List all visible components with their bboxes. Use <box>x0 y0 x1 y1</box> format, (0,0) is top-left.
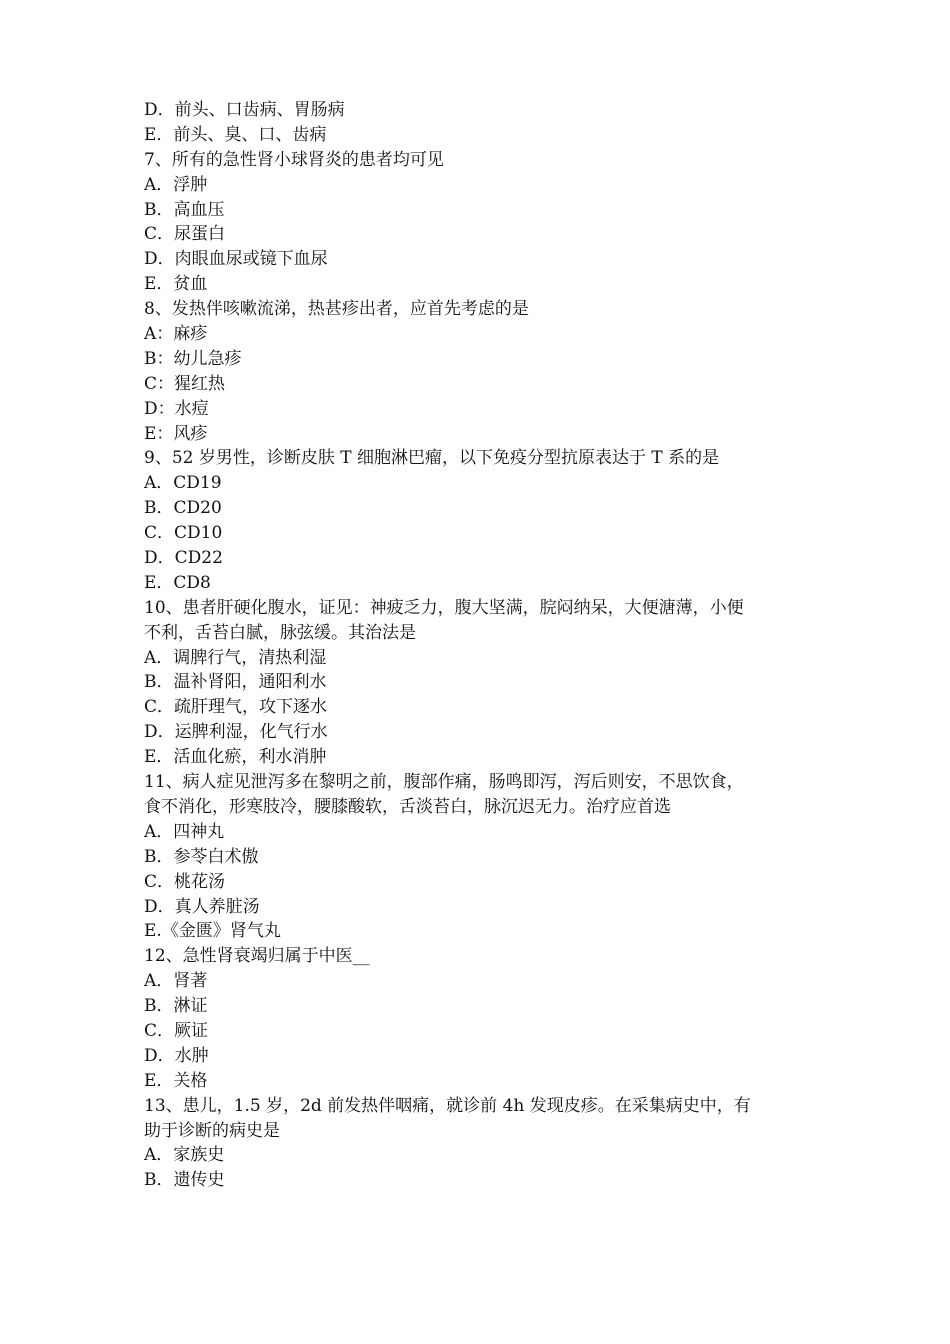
option-10c: C．疏肝理气，攻下逐水 <box>144 697 328 718</box>
option-11e: E.《金匮》肾气丸 <box>144 921 281 942</box>
option-7b: B．高血压 <box>144 199 225 220</box>
question-11-cont: 食不消化，形寒肢冷，腰膝酸软，舌淡苔白，脉沉迟无力。治疗应首选 <box>144 796 671 817</box>
question-13-cont: 助于诊断的病史是 <box>144 1120 280 1141</box>
option-8e: E：风疹 <box>144 423 208 444</box>
option-9c: C．CD10 <box>144 523 223 544</box>
question-8: 8、发热伴咳嗽流涕，热甚疹出者，应首先考虑的是 <box>144 299 529 320</box>
question-9: 9、52 岁男性，诊断皮肤 T 细胞淋巴瘤，以下免疫分型抗原表达于 T 系的是 <box>144 448 720 469</box>
option-7d: D．肉眼血尿或镜下血尿 <box>144 249 328 270</box>
text-line-option-6d: D．前头、口齿病、胃肠病 <box>144 100 345 120</box>
option-13a: A．家族史 <box>144 1145 225 1166</box>
text-line-option-6e: E．前头、臭、口、齿病 <box>144 124 327 145</box>
document-page <box>144 98 824 1193</box>
option-12c: C．厥证 <box>144 1020 209 1041</box>
option-9d: D．CD22 <box>144 548 223 569</box>
option-11a: A．四神丸 <box>144 821 225 842</box>
question-11: 11、病人症见泄泻多在黎明之前，腹部作痛，肠鸣即泻，泻后则安，不思饮食， <box>144 772 744 793</box>
option-11d: D．真人养脏汤 <box>144 896 260 917</box>
option-7c: C．尿蛋白 <box>144 224 226 245</box>
question-13: 13、患儿，1.5 岁，2d 前发热伴咽痛，就诊前 4h 发现皮疹。在采集病史中，有 <box>144 1095 751 1116</box>
option-13b: B．遗传史 <box>144 1170 225 1191</box>
question-7: 7、所有的急性肾小球肾炎的患者均可见 <box>144 149 444 170</box>
option-8c: C：猩红热 <box>144 373 226 394</box>
option-10a: A．调脾行气，清热利湿 <box>144 647 327 668</box>
option-9e: E．CD8 <box>144 572 211 593</box>
option-10e: E．活血化瘀，利水消肿 <box>144 747 327 768</box>
option-7a: A．浮肿 <box>144 174 208 195</box>
option-12d: D．水肿 <box>144 1045 209 1066</box>
question-10-cont: 不利，舌苔白腻，脉弦缓。其治法是 <box>144 622 416 643</box>
option-12a: A．肾著 <box>144 971 208 992</box>
option-8d: D：水痘 <box>144 398 209 419</box>
option-11c: C．桃花汤 <box>144 871 226 892</box>
option-8b: B：幼儿急疹 <box>144 348 242 369</box>
option-9a: A．CD19 <box>144 473 222 494</box>
option-12e: E．关格 <box>144 1070 208 1091</box>
question-10: 10、患者肝硬化腹水，证见：神疲乏力，腹大坚满，脘闷纳呆，大便溏薄，小便 <box>144 597 744 618</box>
option-7e: E．贫血 <box>144 274 208 295</box>
option-10d: D．运脾利湿，化气行水 <box>144 722 328 743</box>
option-10b: B．温补肾阳，通阳利水 <box>144 672 327 693</box>
option-12b: B．淋证 <box>144 996 208 1017</box>
option-11b: B．参苓白术傲 <box>144 846 259 867</box>
option-8a: A：麻疹 <box>144 324 208 345</box>
option-9b: B．CD20 <box>144 498 222 519</box>
question-12: 12、急性肾衰竭归属于中医__ <box>144 946 370 967</box>
